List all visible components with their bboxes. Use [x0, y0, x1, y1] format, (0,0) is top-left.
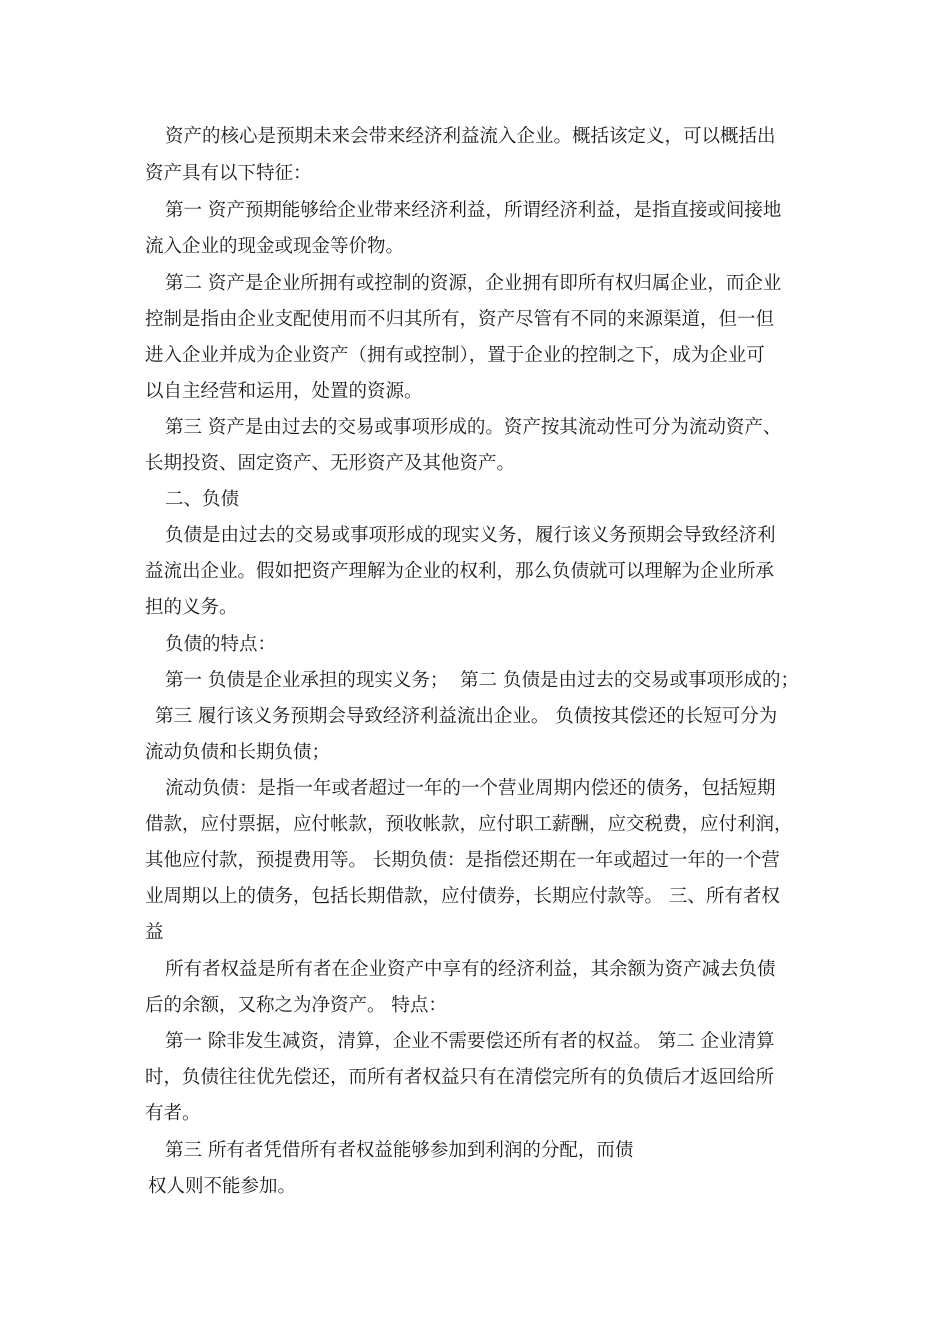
text-line: 资产的核心是预期未来会带来经济利益流入企业。概括该定义，可以概括出 — [165, 126, 776, 147]
text-line: 时，负债往往优先偿还，而所有者权益只有在清偿完所有的负债后才返回给所 — [145, 1067, 775, 1088]
text-line: 益流出企业。假如把资产理解为企业的权利，那么负债就可以理解为企业所承 — [145, 561, 775, 582]
text-line: 长期投资、固定资产、无形资产及其他资产。 — [145, 453, 516, 474]
text-line: 第一 负债是企业承担的现实义务； 第二 负债是由过去的交易或事项形成的； — [165, 670, 800, 691]
text-line: 负债是由过去的交易或事项形成的现实义务，履行该义务预期会导致经济利 — [165, 525, 776, 546]
text-line: 所有者权益是所有者在企业资产中享有的经济利益，其余额为资产减去负债 — [165, 959, 776, 980]
text-line: 其他应付款，预提费用等。 长期负债：是指偿还期在一年或超过一年的一个营 — [145, 850, 780, 871]
text-line: 控制是指由企业支配使用而不归其所有，资产尽管有不同的来源渠道，但一但 — [145, 309, 775, 330]
text-line: 进入企业并成为企业资产（拥有或控制），置于企业的控制之下，成为企业可 — [145, 345, 765, 366]
text-line: 第三 履行该义务预期会导致经济利益流出企业。 负债按其偿还的长短可分为 — [155, 706, 778, 727]
text-line: 以自主经营和运用，处置的资源。 — [145, 381, 423, 402]
text-line: 第二 资产是企业所拥有或控制的资源，企业拥有即所有权归属企业，而企业 — [165, 273, 782, 294]
text-line: 负债的特点： — [165, 634, 277, 655]
text-line: 资产具有以下特征： — [145, 163, 312, 184]
text-line: 第一 资产预期能够给企业带来经济利益，所谓经济利益，是指直接或间接地 — [165, 200, 782, 221]
text-line: 后的余额，又称之为净资产。 特点： — [145, 995, 447, 1016]
text-line: 第三 所有者凭借所有者权益能够参加到利润的分配，而债 — [165, 1140, 634, 1161]
text-line: 担的义务。 — [145, 597, 238, 618]
section-heading: 二、负债 — [165, 489, 240, 510]
text-line: 流动负债：是指一年或者超过一年的一个营业周期内偿还的债务，包括短期 — [165, 778, 776, 799]
text-line: 流动负债和长期负债； — [145, 742, 331, 763]
text-line: 有者。 — [145, 1103, 201, 1124]
text-line: 流入企业的现金或现金等价物。 — [145, 236, 405, 257]
text-line: 权人则不能参加。 — [148, 1176, 297, 1197]
text-line: 益 — [145, 922, 164, 943]
text-line: 第三 资产是由过去的交易或事项形成的。资产按其流动性可分为流动资产、 — [165, 417, 782, 438]
text-line: 第一 除非发生减资，清算，企业不需要偿还所有者的权益。 第二 企业清算 — [165, 1031, 775, 1052]
text-line: 借款，应付票据，应付帐款，预收帐款，应付职工薪酬，应交税费，应付利润， — [145, 814, 793, 835]
text-line: 业周期以上的债务，包括长期借款，应付债券，长期应付款等。 三、所有者权 — [145, 886, 780, 907]
